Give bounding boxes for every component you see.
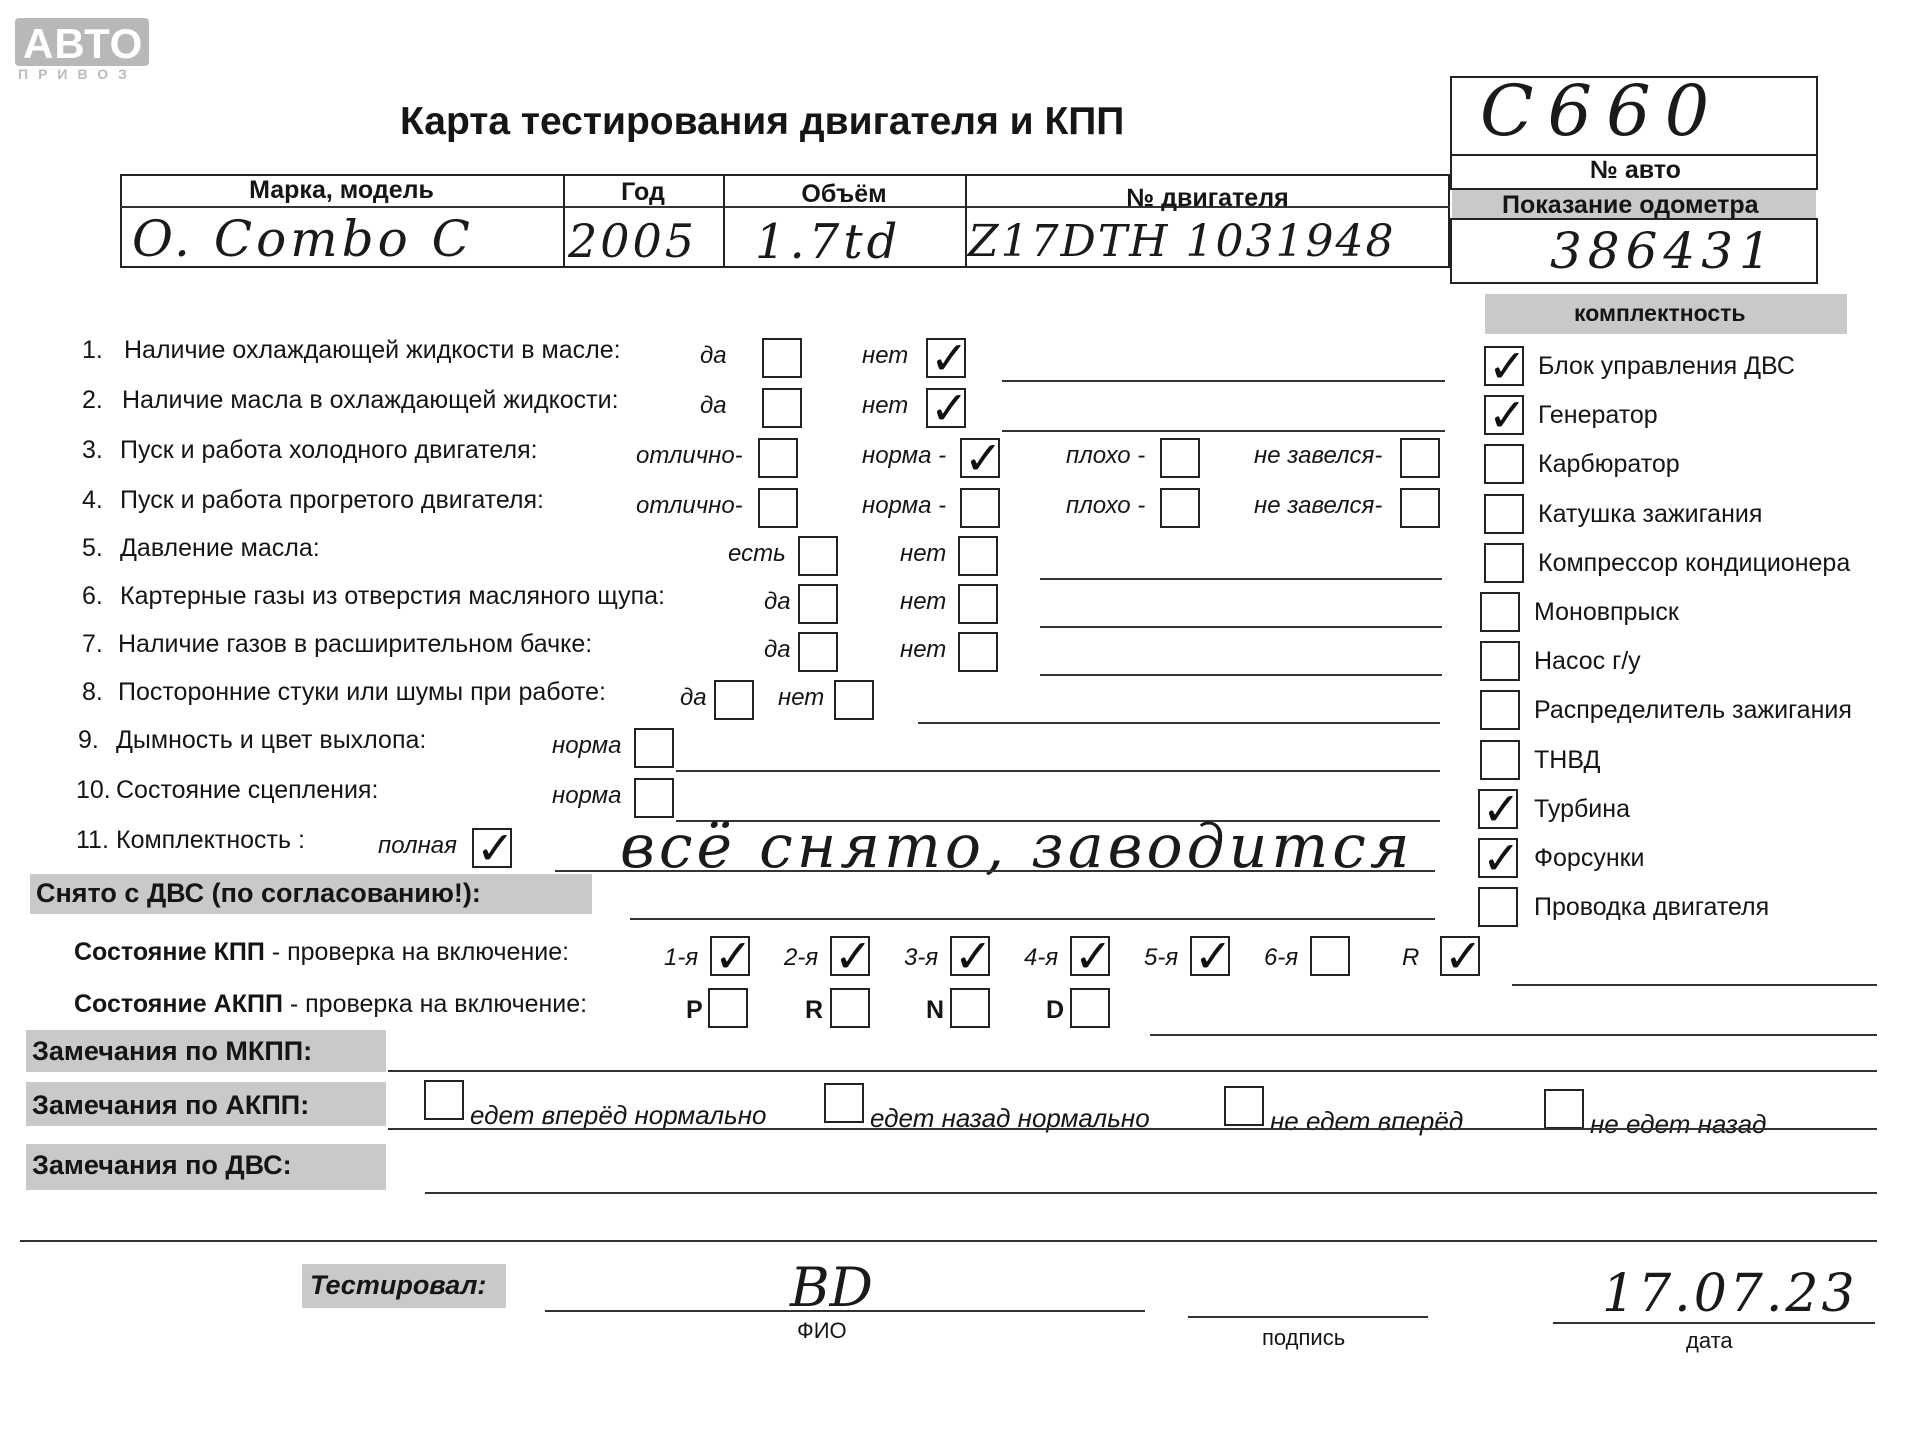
remarks-dvs-line-2 <box>20 1240 1877 1242</box>
option-label: нет <box>900 540 947 567</box>
akpp-mode-checkbox[interactable] <box>950 988 990 1028</box>
logo-main-text: АВТО <box>23 20 144 67</box>
option-label: норма - <box>862 492 947 519</box>
date-label: дата <box>1686 1328 1733 1353</box>
akpp-mode-checkbox[interactable] <box>830 988 870 1028</box>
option-label: да <box>764 588 791 615</box>
odometer-label: Показание одометра <box>1502 191 1759 219</box>
gear-label: 3-я <box>904 944 939 971</box>
option-checkbox[interactable] <box>834 680 874 720</box>
option-checkbox[interactable] <box>958 536 998 576</box>
question-text: Пуск и работа холодного двигателя: <box>120 436 538 464</box>
completeness-checkbox[interactable] <box>1480 740 1520 780</box>
option-checkbox[interactable] <box>1160 438 1200 478</box>
logo <box>15 18 149 66</box>
option-label: отлично- <box>636 442 743 469</box>
akpp-option-checkbox[interactable] <box>824 1083 864 1123</box>
removed-line <box>630 918 1435 920</box>
gear-label: 2-я <box>784 944 819 971</box>
gear-checkbox[interactable] <box>1190 936 1230 976</box>
answer-line <box>1002 380 1445 382</box>
option-label: отлично- <box>636 492 743 519</box>
gear-label: R <box>1402 944 1420 971</box>
option-label: норма - <box>862 442 947 469</box>
completeness-item-label: Турбина <box>1534 794 1630 823</box>
signature-label: подпись <box>1262 1325 1346 1350</box>
gear-label: 6-я <box>1264 944 1299 971</box>
question-number: 2. <box>82 386 103 414</box>
option-label: полная <box>378 832 457 859</box>
option-label: да <box>700 392 727 419</box>
option-label: есть <box>728 540 786 567</box>
option-label: нет <box>862 392 909 419</box>
gear-label: 4-я <box>1024 944 1059 971</box>
option-label: норма <box>552 782 622 809</box>
akpp-option-checkbox[interactable] <box>1224 1086 1264 1126</box>
date-line <box>1553 1322 1875 1324</box>
completeness-item-label: Форсунки <box>1534 844 1645 872</box>
answer-line <box>1040 674 1442 676</box>
question-text: Картерные газы из отверстия масляного щупа: <box>120 582 665 610</box>
remarks-akpp-line <box>388 1128 1877 1130</box>
completeness-item-label: Распределитель зажигания <box>1534 696 1852 725</box>
option-label: плохо - <box>1066 492 1146 519</box>
question-text: Давление масла: <box>120 534 320 562</box>
completeness-item-label: Насос г/у <box>1534 647 1641 676</box>
kpp-label <box>74 938 569 967</box>
option-checkbox[interactable] <box>926 388 966 428</box>
akpp-option-checkbox[interactable] <box>424 1080 464 1120</box>
logo-sub-text: ПРИВОЗ <box>18 66 137 82</box>
answer-line <box>1002 430 1445 432</box>
kpp-label-bold: Состояние КПП <box>74 938 265 966</box>
completeness-checkbox[interactable] <box>1478 838 1518 878</box>
completeness-item-label: Генератор <box>1538 401 1658 430</box>
option-checkbox[interactable] <box>960 438 1000 478</box>
option-label: нет <box>862 342 909 369</box>
question-number: 8. <box>82 678 103 706</box>
question-number: 10. <box>76 776 111 804</box>
completeness-checkbox[interactable] <box>1484 494 1524 534</box>
completeness-item-label: Блок управления ДВС <box>1538 352 1795 380</box>
question-text: Дымность и цвет выхлопа: <box>116 726 427 754</box>
option-checkbox[interactable] <box>472 828 512 868</box>
question-number: 6. <box>82 582 103 610</box>
completeness-item-label: Карбюратор <box>1538 450 1680 479</box>
question-text: Комплектность : <box>116 826 305 854</box>
gear-label: 1-я <box>664 944 699 971</box>
option-label: нет <box>900 588 947 615</box>
kpp-label-rest: - проверка на включение: <box>264 938 570 966</box>
remarks-dvs-label: Замечания по ДВС: <box>32 1150 292 1180</box>
option-checkbox[interactable] <box>758 488 798 528</box>
option-checkbox[interactable] <box>798 632 838 672</box>
gear-checkbox[interactable] <box>830 936 870 976</box>
akpp-mode-label: D <box>1046 996 1065 1024</box>
handwritten-note: всё снято, заводится <box>620 812 1414 882</box>
completeness-checkbox[interactable] <box>1484 444 1524 484</box>
answer-line <box>1040 578 1442 580</box>
question-text: Состояние сцепления: <box>116 776 379 804</box>
option-label: да <box>680 684 707 711</box>
akpp-label <box>74 990 587 1019</box>
remarks-mkpp-line <box>388 1070 1877 1072</box>
akpp-mode-label: P <box>686 996 703 1024</box>
question-number: 7. <box>82 630 103 658</box>
header-value-volume: 1.7td <box>755 214 902 270</box>
note-line <box>555 870 1435 872</box>
completeness-checkbox[interactable] <box>1484 543 1524 583</box>
tester-name: BD <box>790 1256 873 1319</box>
option-checkbox[interactable] <box>762 388 802 428</box>
completeness-checkbox[interactable] <box>1480 641 1520 681</box>
gear-checkbox[interactable] <box>1310 936 1350 976</box>
gear-checkbox[interactable] <box>1440 936 1480 976</box>
option-label: плохо - <box>1066 442 1146 469</box>
option-checkbox[interactable] <box>958 584 998 624</box>
question-number: 3. <box>82 436 103 464</box>
akpp-label-bold: Состояние АКПП <box>74 990 283 1018</box>
header-value-model: O. Combo C <box>132 210 474 268</box>
kpp-line <box>1512 984 1877 986</box>
completeness-checkbox[interactable] <box>1484 395 1524 435</box>
option-label: не завелся- <box>1254 492 1383 519</box>
option-checkbox[interactable] <box>714 680 754 720</box>
gear-checkbox[interactable] <box>710 936 750 976</box>
header-col-year: Год <box>621 178 665 206</box>
option-label: нет <box>778 684 825 711</box>
car-number-value: C660 <box>1480 70 1724 152</box>
option-label: нет <box>900 636 947 663</box>
gear-checkbox[interactable] <box>950 936 990 976</box>
question-text: Пуск и работа прогретого двигателя: <box>120 486 544 514</box>
completeness-item-label: Катушка зажигания <box>1538 499 1763 528</box>
option-checkbox[interactable] <box>798 536 838 576</box>
question-number: 4. <box>82 486 103 514</box>
akpp-option-label: едет вперёд нормально <box>470 1100 767 1130</box>
completeness-item-label: Проводка двигателя <box>1534 893 1770 922</box>
question-number: 5. <box>82 534 103 562</box>
option-checkbox[interactable] <box>798 584 838 624</box>
option-checkbox[interactable] <box>634 728 674 768</box>
question-text: Посторонние стуки или шумы при работе: <box>118 678 606 706</box>
option-checkbox[interactable] <box>1400 488 1440 528</box>
fio-label: ФИО <box>797 1318 847 1343</box>
remarks-dvs-line <box>425 1192 1877 1194</box>
completeness-checkbox[interactable] <box>1478 789 1518 829</box>
question-number: 9. <box>78 726 99 754</box>
akpp-option-label: не едет вперёд <box>1270 1106 1464 1136</box>
remarks-mkpp-label: Замечания по МКПП: <box>32 1036 313 1066</box>
akpp-mode-checkbox[interactable] <box>708 988 748 1028</box>
akpp-line <box>1150 1034 1877 1036</box>
question-text: Наличие газов в расширительном бачке: <box>118 630 593 658</box>
completeness-checkbox[interactable] <box>1480 690 1520 730</box>
car-number-label: № авто <box>1590 156 1681 184</box>
option-checkbox[interactable] <box>926 338 966 378</box>
gear-checkbox[interactable] <box>1070 936 1110 976</box>
akpp-option-label: не едет назад <box>1590 1109 1767 1139</box>
completeness-checkbox[interactable] <box>1478 887 1518 927</box>
option-checkbox[interactable] <box>958 632 998 672</box>
header-col-model: Марка, модель <box>249 176 434 204</box>
gear-label: 5-я <box>1144 944 1179 971</box>
option-checkbox[interactable] <box>960 488 1000 528</box>
removed-label: Снято с ДВС (по согласованию!): <box>36 878 481 908</box>
option-label: норма <box>552 732 622 759</box>
fio-line <box>545 1310 1145 1312</box>
tested-label: Тестировал: <box>310 1270 487 1300</box>
answer-line <box>676 770 1440 772</box>
question-text: Наличие масла в охлаждающей жидкости: <box>122 386 619 414</box>
answer-line <box>1040 626 1442 628</box>
option-label: да <box>700 342 727 369</box>
option-checkbox[interactable] <box>758 438 798 478</box>
completeness-item-label: Компрессор кондиционера <box>1538 548 1851 577</box>
akpp-label-rest: - проверка на включение: <box>282 990 588 1018</box>
akpp-mode-checkbox[interactable] <box>1070 988 1110 1028</box>
completeness-checkbox[interactable] <box>1480 592 1520 632</box>
question-number: 11. <box>76 826 109 854</box>
akpp-mode-label: N <box>926 996 945 1024</box>
signature-line <box>1188 1316 1428 1318</box>
completeness-title: комплектность <box>1574 300 1746 326</box>
odometer-value: 386431 <box>1550 222 1777 280</box>
header-col-volume: Объём <box>801 180 887 208</box>
option-checkbox[interactable] <box>762 338 802 378</box>
header-col-engine-no: № двигателя <box>1126 184 1289 212</box>
page-title: Карта тестирования двигателя и КПП <box>400 100 1125 143</box>
completeness-item-label: ТНВД <box>1534 745 1601 774</box>
completeness-checkbox[interactable] <box>1484 346 1524 386</box>
completeness-item-label: Моновпрыск <box>1534 598 1679 626</box>
option-label: да <box>764 636 791 663</box>
question-text: Наличие охлаждающей жидкости в масле: <box>124 336 621 364</box>
header-value-engine-no: Z17DTH 1031948 <box>968 216 1396 267</box>
option-checkbox[interactable] <box>1160 488 1200 528</box>
option-label: не завелся- <box>1254 442 1383 469</box>
akpp-mode-label: R <box>805 996 824 1024</box>
test-date: 17.07.23 <box>1602 1264 1858 1324</box>
header-value-year: 2005 <box>568 214 698 268</box>
akpp-option-label: едет назад нормально <box>870 1103 1150 1133</box>
remarks-akpp-label: Замечания по АКПП: <box>32 1090 310 1120</box>
answer-line <box>918 722 1440 724</box>
akpp-option-checkbox[interactable] <box>1544 1089 1584 1129</box>
option-checkbox[interactable] <box>1400 438 1440 478</box>
question-number: 1. <box>82 336 103 364</box>
